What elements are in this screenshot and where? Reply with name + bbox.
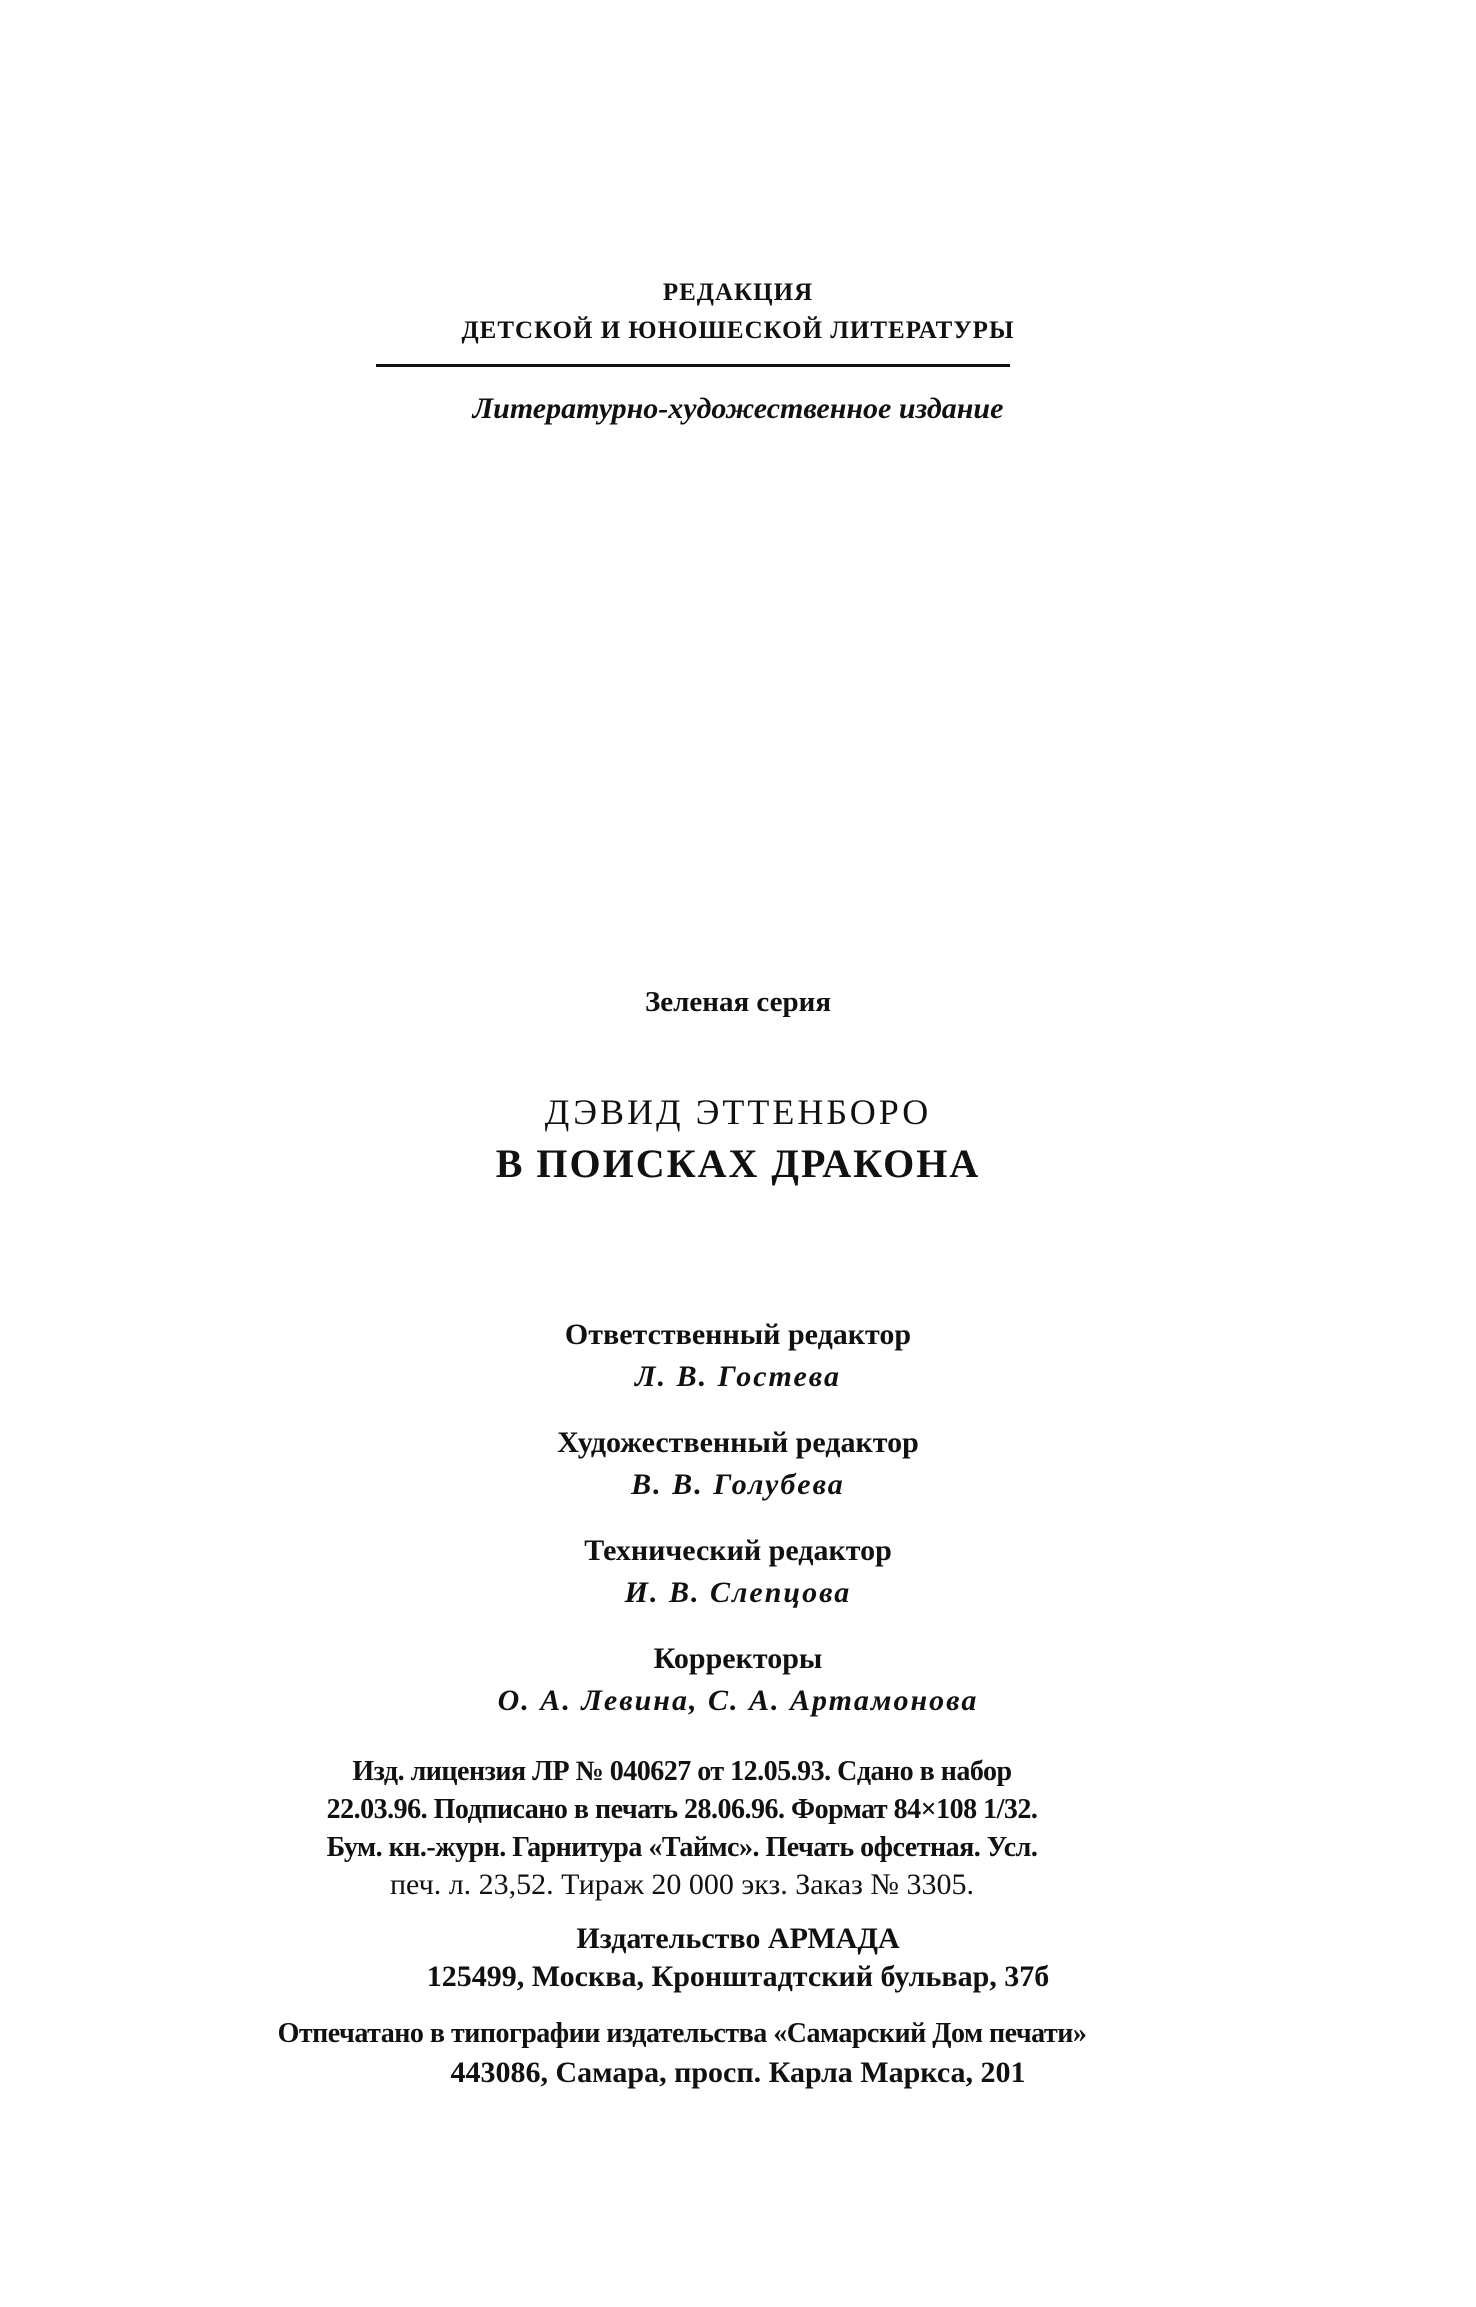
header-rule xyxy=(376,364,1010,367)
printer-line1: Отпечатано в типографии издательства «Самарский Дом печати» xyxy=(277,2018,1087,2049)
edition-type: Литературно-художественное издание xyxy=(472,392,1004,425)
credit-role-proofreaders: Корректоры xyxy=(653,1642,823,1675)
imprint-line1: Изд. лицензия ЛР № 040627 от 12.05.93. Сдано в набор xyxy=(352,1756,1012,1787)
publisher-address: 125499, Москва, Кронштадтский бульвар, 37б xyxy=(426,1960,1050,1993)
editorial-office-line1: РЕДАКЦИЯ xyxy=(662,279,814,306)
imprint-line3: Бум. кн.-журн. Гарнитура «Таймс». Печать офсетная. Усл. xyxy=(326,1832,1038,1863)
credit-role-responsible-editor: Ответственный редактор xyxy=(564,1318,912,1351)
credit-name-technical-editor: И. В. Слепцова xyxy=(624,1576,852,1609)
publisher-name: Издательство АРМАДА xyxy=(576,1922,900,1955)
printer-line2: 443086, Самара, просп. Карла Маркса, 201 xyxy=(450,2056,1026,2089)
credit-role-art-editor: Художественный редактор xyxy=(557,1426,919,1459)
editorial-office-line2: ДЕТСКОЙ И ЮНОШЕСКОЙ ЛИТЕРАТУРЫ xyxy=(461,317,1015,344)
credit-name-responsible-editor: Л. В. Гостева xyxy=(635,1360,841,1393)
imprint-line4: печ. л. 23,52. Тираж 20 000 экз. Заказ № 3305. xyxy=(389,1868,975,1901)
credit-name-proofreaders: О. А. Левина, С. А. Артамонова xyxy=(497,1684,979,1717)
credit-name-art-editor: В. В. Голубева xyxy=(631,1468,845,1501)
book-title: В ПОИСКАХ ДРАКОНА xyxy=(495,1141,981,1186)
book-author: ДЭВИД ЭТТЕНБОРО xyxy=(544,1092,932,1132)
series-name: Зеленая серия xyxy=(644,986,832,1018)
credit-role-technical-editor: Технический редактор xyxy=(584,1534,892,1567)
imprint-line2: 22.03.96. Подписано в печать 28.06.96. Формат 84×108 1/32. xyxy=(326,1794,1038,1825)
